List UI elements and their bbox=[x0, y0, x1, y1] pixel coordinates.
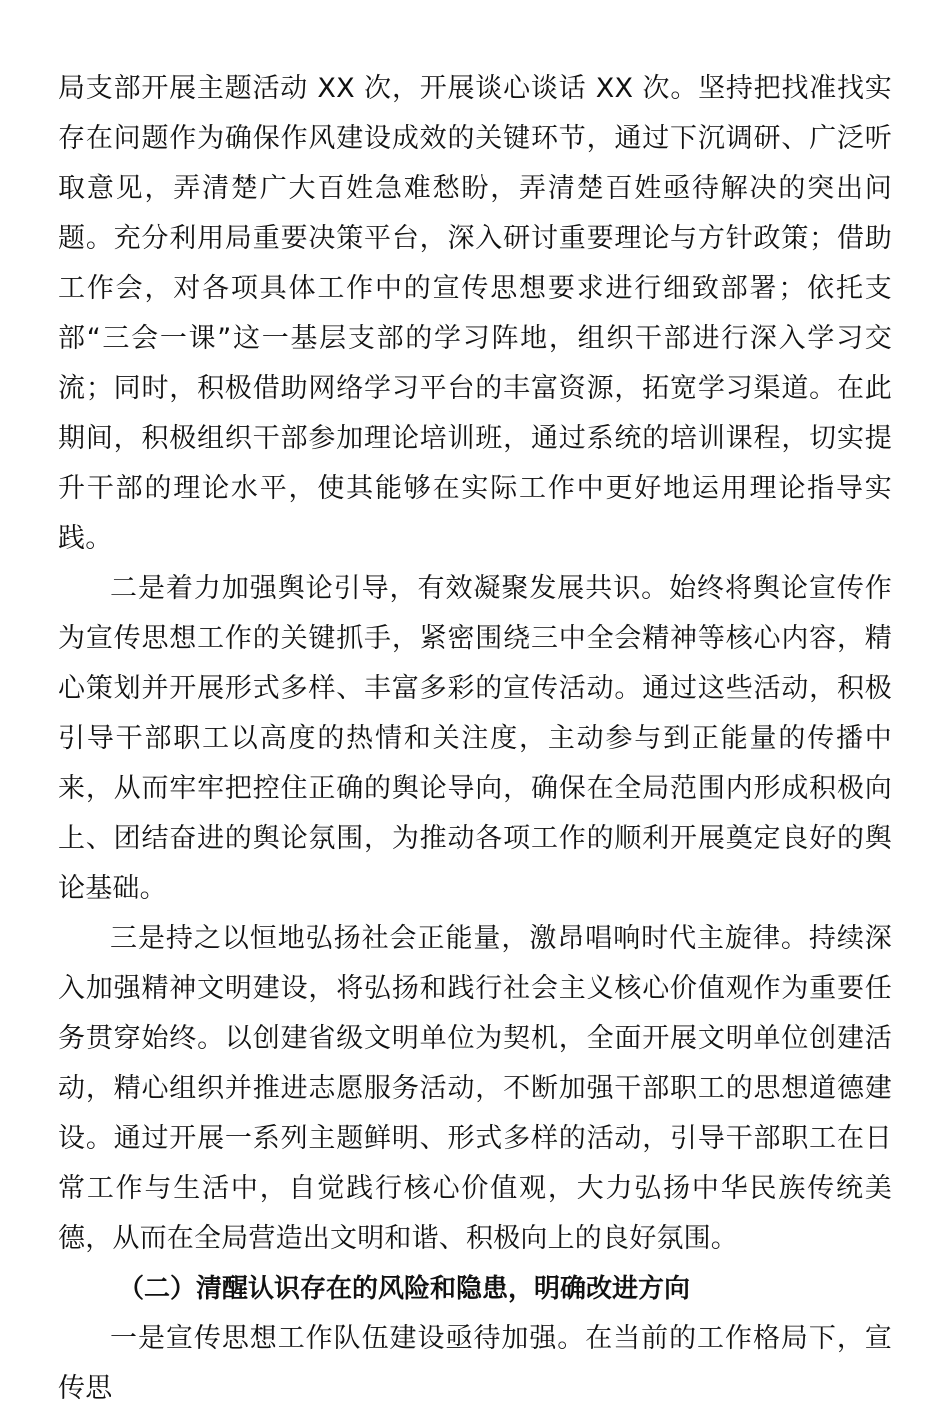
section-heading: （二）清醒认识存在的风险和隐患，明确改进方向 bbox=[118, 1274, 691, 1304]
body-paragraph-public-opinion: 二是着力加强舆论引导，有效凝聚发展共识。始终将舆论宣传作为宣传思想工作的关键抓手，紧密围绕三中全会精神等核心内容，精心策划并开展形式多样、丰富多彩的宣传活动。通过这些活动，积极引导干部职工以高度的热情和关注度，主动参与到正能量的传播中来，从而牢牢把控住正确的舆论导向，确保在全局范围内形成积极向上、团结奋进的舆论氛围，为推动各项工作的顺利开展奠定良好的舆论基础。 bbox=[58, 573, 892, 904]
body-paragraph-positive-energy: 三是持之以恒地弘扬社会正能量，激昂唱响时代主旋律。持续深入加强精神文明建设，将弘扬和践行社会主义核心价值观作为重要任务贯穿始终。以创建省级文明单位为契机，全面开展文明单位创建活动，精心组织并推进志愿服务活动，不断加强干部职工的思想道德建设。通过开展一系列主题鲜明、形式多样的活动，引导干部职工在日常工作与生活中，自觉践行核心价值观，大力弘扬中华民族传统美德，从而在全局营造出文明和谐、积极向上的良好氛围。 bbox=[58, 923, 892, 1254]
body-paragraph-team-building: 一是宣传思想工作队伍建设亟待加强。在当前的工作格局下，宣传思 bbox=[58, 1323, 892, 1404]
document-page bbox=[58, 64, 892, 1414]
body-paragraph-continued: 局支部开展主题活动 XX 次，开展谈心谈话 XX 次。坚持把找准找实存在问题作为确保作风建设成效的关键环节，通过下沉调研、广泛听取意见，弄清楚广大百姓急难愁盼，弄清楚百姓亟待解决的突出问题。充分利用局重要决策平台，深入研讨重要理论与方针政策；借助工作会，对各项具体工作中的宣传思想要求进行细致部署；依托支部“三会一课”这一基层支部的学习阵地，组织干部进行深入学习交流；同时，积极借助网络学习平台的丰富资源，拓宽学习渠道。在此期间，积极组织干部参加理论培训班，通过系统的培训课程，切实提升干部的理论水平，使其能够在实际工作中更好地运用理论指导实践。 bbox=[58, 73, 892, 554]
